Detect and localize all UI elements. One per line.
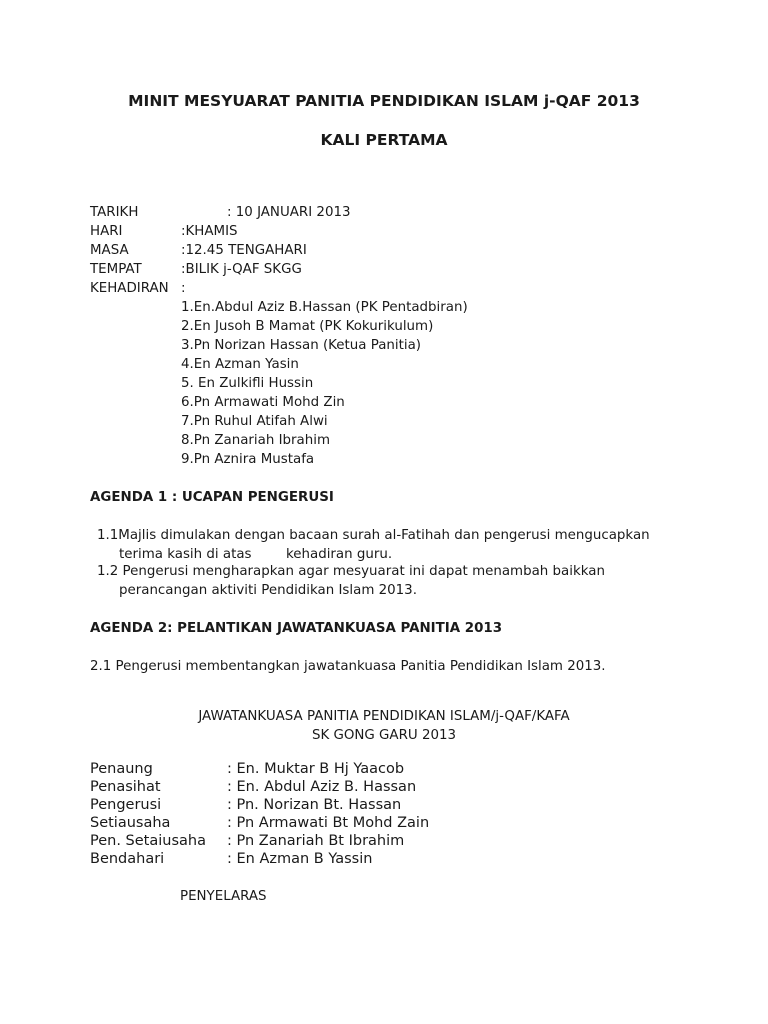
agenda-1-item-1-line-1: 1.1Majlis dimulakan dengan bacaan surah al-Fatihah dan pengerusi mengucapkan <box>97 528 650 543</box>
attendee-item: 6.Pn Armawati Mohd Zin <box>181 395 345 410</box>
committee-member: : En Azman B Yassin <box>227 851 373 867</box>
attendee-item: 5. En Zulkifli Hussin <box>181 376 314 391</box>
attendee-item: 4.En Azman Yasin <box>181 357 299 372</box>
document-subtitle: KALI PERTAMA <box>320 131 448 149</box>
agenda-1-item-1-line-2b: kehadiran guru. <box>286 547 393 562</box>
hari-value: :KHAMIS <box>181 224 238 239</box>
kehadiran-label: KEHADIRAN <box>90 281 169 296</box>
attendee-item: 7.Pn Ruhul Atifah Alwi <box>181 414 328 429</box>
attendee-item: 2.En Jusoh B Mamat (PK Kokurikulum) <box>181 319 434 334</box>
committee-member: : En. Abdul Aziz B. Hassan <box>227 779 417 795</box>
tempat-value: :BILIK j-QAF SKGG <box>181 262 302 277</box>
agenda-1-item-2-line-2: perancangan aktiviti Pendidikan Islam 2013. <box>119 583 417 598</box>
committee-role: Pengerusi <box>90 797 162 813</box>
committee-member: : Pn Armawati Bt Mohd Zain <box>227 815 430 831</box>
tarikh-label: TARIKH <box>90 205 139 220</box>
committee-role: Pen. Setaiusaha <box>90 833 206 849</box>
agenda-1-item-1-line-2a: terima kasih di atas <box>119 547 252 562</box>
attendee-item: 1.En.Abdul Aziz B.Hassan (PK Pentadbiran) <box>181 300 468 315</box>
tarikh-value: : 10 JANUARI 2013 <box>227 205 351 220</box>
committee-member: : En. Muktar B Hj Yaacob <box>227 761 405 777</box>
committee-heading-line-2: SK GONG GARU 2013 <box>311 728 457 743</box>
committee-role: Setiausaha <box>90 815 171 831</box>
tempat-label: TEMPAT <box>90 262 142 277</box>
attendee-item: 9.Pn Aznira Mustafa <box>181 452 315 467</box>
document-title: MINIT MESYUARAT PANITIA PENDIDIKAN ISLAM j-QAF 2013 <box>128 92 640 110</box>
agenda-2-heading: AGENDA 2: PELANTIKAN JAWATANKUASA PANITIA 2013 <box>90 621 503 636</box>
committee-role: Penaung <box>90 761 153 777</box>
committee-member: : Pn Zanariah Bt Ibrahim <box>227 833 405 849</box>
agenda-1-item-2-line-1: 1.2 Pengerusi mengharapkan agar mesyuarat ini dapat menambah baikkan <box>97 564 605 579</box>
attendee-item: 8.Pn Zanariah Ibrahim <box>181 433 331 448</box>
committee-role: Bendahari <box>90 851 165 867</box>
committee-role: Penasihat <box>90 779 161 795</box>
kehadiran-value: : <box>181 281 186 296</box>
agenda-2-item-1: 2.1 Pengerusi membentangkan jawatankuasa Panitia Pendidikan Islam 2013. <box>90 659 606 674</box>
penyelaras-heading: PENYELARAS <box>180 889 267 904</box>
masa-value: :12.45 TENGAHARI <box>181 243 307 258</box>
hari-label: HARI <box>90 224 123 239</box>
agenda-1-heading: AGENDA 1 : UCAPAN PENGERUSI <box>90 490 334 505</box>
masa-label: MASA <box>90 243 129 258</box>
committee-member: : Pn. Norizan Bt. Hassan <box>227 797 402 813</box>
committee-heading-line-1: JAWATANKUASA PANITIA PENDIDIKAN ISLAM/j-QAF/KAFA <box>198 709 570 724</box>
attendee-item: 3.Pn Norizan Hassan (Ketua Panitia) <box>181 338 422 353</box>
